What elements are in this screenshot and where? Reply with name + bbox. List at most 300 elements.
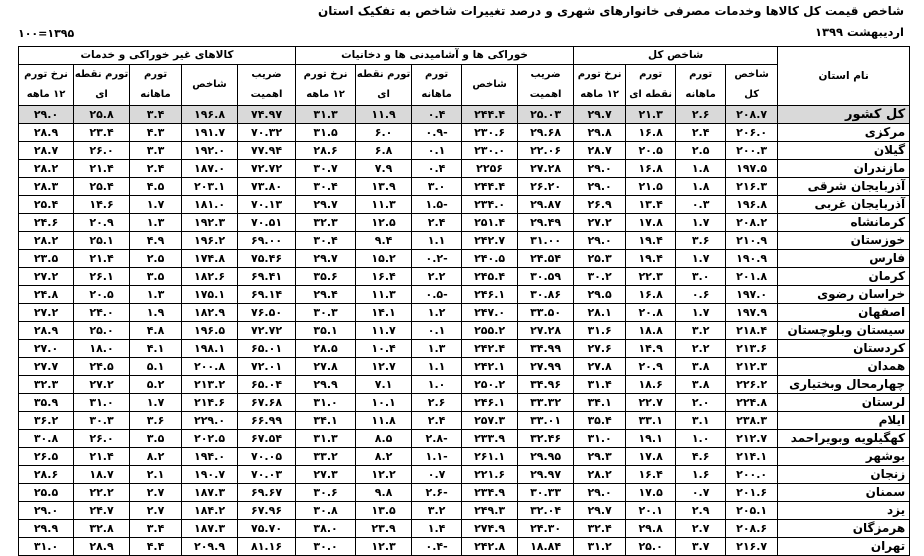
value-cell: ۲۱۰.۹ [726, 232, 778, 250]
value-cell: ۲۱۳.۲ [182, 376, 238, 394]
value-cell: ۱۷۴.۸ [182, 250, 238, 268]
value-cell: ۵.۱ [130, 358, 182, 376]
value-cell: ۱۹۴.۰ [182, 448, 238, 466]
province-name-cell: مازندران [778, 160, 910, 178]
value-cell: ۲۴.۶ [19, 214, 74, 232]
header-food-annual: نرخ تورم ۱۲ ماهه [296, 65, 356, 106]
value-cell: ۱۶.۸ [626, 124, 676, 142]
value-cell: ۲۸.۱ [574, 304, 626, 322]
value-cell: ۶۹.۰۰ [238, 232, 296, 250]
header-nonfood-monthly: تورم ماهانه [130, 65, 182, 106]
value-cell: -۰.۹ [412, 124, 462, 142]
value-cell: ۲.۶ [676, 106, 726, 124]
table-row [19, 394, 910, 412]
value-cell: ۳۱.۰ [574, 430, 626, 448]
value-cell: -۰.۵ [412, 286, 462, 304]
value-cell: ۲۹.۹۷ [518, 466, 574, 484]
value-cell: ۲۹.۷ [574, 106, 626, 124]
value-cell: ۳۱.۰ [296, 394, 356, 412]
province-name-cell: ایلام [778, 412, 910, 430]
value-cell: ۱۳.۴ [626, 196, 676, 214]
value-cell: ۱۷۵.۱ [182, 286, 238, 304]
table-row [19, 448, 910, 466]
value-cell: ۳۸.۰ [296, 520, 356, 538]
value-cell: ۲۱۳.۶ [726, 340, 778, 358]
value-cell: ۱۰.۱ [356, 394, 412, 412]
value-cell: ۱.۰ [412, 376, 462, 394]
header-group-food: خوراکی ها و آشامیدنی ها و دخانیات [296, 47, 574, 65]
value-cell: ۲۲۴.۸ [726, 394, 778, 412]
value-cell: ۲۷.۹۹ [518, 358, 574, 376]
value-cell: ۲۹.۰ [19, 106, 74, 124]
value-cell: ۱۶.۸ [626, 286, 676, 304]
value-cell: ۳۵.۴ [574, 412, 626, 430]
value-cell: ۱۹۷.۰ [726, 286, 778, 304]
value-cell: ۳۲.۳ [296, 214, 356, 232]
value-cell: ۲۳۰.۰ [462, 142, 518, 160]
value-cell: ۱.۸ [676, 178, 726, 196]
value-cell: ۱۶.۸ [626, 160, 676, 178]
value-cell: ۱۲.۷ [356, 358, 412, 376]
value-cell: ۱۹۶.۲ [182, 232, 238, 250]
value-cell: ۱۹۷.۵ [726, 160, 778, 178]
province-name-cell: آذربایجان شرقی [778, 178, 910, 196]
value-cell: ۷۰.۱۳ [238, 196, 296, 214]
value-cell: ۲۷.۲۸ [518, 322, 574, 340]
value-cell: ۳۴.۹۹ [518, 340, 574, 358]
header-nonfood-pointwise: تورم نقطه ای [74, 65, 130, 106]
table-row [19, 268, 910, 286]
value-cell: ۲.۴ [412, 214, 462, 232]
table-row [19, 232, 910, 250]
value-cell: ۸.۲ [130, 448, 182, 466]
value-cell: ۲۰۳.۱ [182, 178, 238, 196]
value-cell: ۲۸.۲ [19, 160, 74, 178]
value-cell: ۱۶.۴ [356, 268, 412, 286]
value-cell: ۲۲.۳ [626, 268, 676, 286]
value-cell: ۲۸.۹ [19, 124, 74, 142]
value-cell: ۴.۶ [676, 448, 726, 466]
value-cell: ۲۴.۵ [74, 358, 130, 376]
value-cell: ۲۷.۲ [19, 304, 74, 322]
value-cell: ۳۱.۰ [19, 538, 74, 556]
value-cell: ۲۵.۴ [74, 178, 130, 196]
table-row [19, 430, 910, 448]
table-row [19, 196, 910, 214]
value-cell: ۱.۱ [412, 358, 462, 376]
value-cell: ۲۹.۰ [574, 178, 626, 196]
value-cell: ۳۰.۳۳ [518, 484, 574, 502]
value-cell: ۱۸۷.۳ [182, 520, 238, 538]
value-cell: ۱۱.۷ [356, 322, 412, 340]
value-cell: ۱.۱ [412, 232, 462, 250]
value-cell: ۱.۰ [676, 430, 726, 448]
value-cell: ۳.۵ [130, 268, 182, 286]
value-cell: ۳۳.۱ [626, 412, 676, 430]
value-cell: ۱۸.۰ [74, 340, 130, 358]
value-cell: ۲۹.۹۵ [518, 448, 574, 466]
value-cell: ۲۶.۰ [74, 430, 130, 448]
value-cell: ۵.۲ [130, 376, 182, 394]
value-cell: ۷۵.۴۶ [238, 250, 296, 268]
value-cell: ۱۷.۸ [626, 214, 676, 232]
value-cell: ۳۰.۲ [574, 268, 626, 286]
value-cell: ۲۵۱.۴ [462, 214, 518, 232]
table-row [19, 412, 910, 430]
value-cell: ۲۷.۲ [19, 268, 74, 286]
value-cell: ۲۲.۰۶ [518, 142, 574, 160]
value-cell: ۳.۸ [676, 358, 726, 376]
value-cell: ۲۴.۸ [19, 286, 74, 304]
value-cell: ۱۸۴.۲ [182, 502, 238, 520]
value-cell: ۰.۷ [676, 484, 726, 502]
value-cell: ۱.۲ [412, 304, 462, 322]
value-cell: ۲۴۴.۴ [462, 178, 518, 196]
value-cell: ۷.۹ [356, 160, 412, 178]
value-cell: ۲۳.۵ [19, 250, 74, 268]
value-cell: ۳۰.۶ [296, 484, 356, 502]
value-cell: ۲۴۴.۴ [462, 106, 518, 124]
value-cell: ۲۸.۷ [574, 142, 626, 160]
value-cell: ۲۰.۱ [626, 502, 676, 520]
value-cell: ۷۰.۵۱ [238, 214, 296, 232]
province-cpi-table [18, 46, 910, 556]
value-cell: ۱۱.۳ [356, 196, 412, 214]
province-name-cell: چهارمحال وبختیاری [778, 376, 910, 394]
value-cell: ۳۰.۸ [19, 430, 74, 448]
value-cell: ۳.۶ [676, 232, 726, 250]
value-cell: ۶۷.۵۴ [238, 430, 296, 448]
value-cell: ۲۱.۵ [626, 178, 676, 196]
value-cell: ۳۱.۰ [74, 394, 130, 412]
value-cell: ۲۹.۰ [19, 502, 74, 520]
value-cell: ۱۸.۸ [626, 322, 676, 340]
value-cell: ۲۰۸.۲ [726, 214, 778, 232]
value-cell: ۲.۷ [130, 502, 182, 520]
value-cell: ۲۱۲.۷ [726, 430, 778, 448]
table-row [19, 322, 910, 340]
value-cell: ۱۸۲.۹ [182, 304, 238, 322]
value-cell: ۱۹۲.۳ [182, 214, 238, 232]
value-cell: ۲۱۴.۶ [182, 394, 238, 412]
table-row [19, 124, 910, 142]
value-cell: ۲۹.۹ [296, 376, 356, 394]
value-cell: ۳۱.۳ [296, 430, 356, 448]
value-cell: ۷۲.۷۲ [238, 160, 296, 178]
value-cell: ۷.۱ [356, 376, 412, 394]
value-cell: ۲۸.۶ [296, 142, 356, 160]
value-cell: ۲.۷ [130, 484, 182, 502]
table-row [19, 520, 910, 538]
table-row [19, 304, 910, 322]
province-name-cell: یزد [778, 502, 910, 520]
value-cell: ۰.۱ [412, 142, 462, 160]
value-cell: ۲۲۹.۰ [182, 412, 238, 430]
report-period: اردیبهشت ۱۳۹۹ [814, 25, 904, 39]
value-cell: ۲۳۰.۶ [462, 124, 518, 142]
value-cell: ۶۷.۹۶ [238, 502, 296, 520]
value-cell: ۲۵.۱ [74, 232, 130, 250]
value-cell: ۱۹۶.۸ [726, 196, 778, 214]
value-cell: ۲۰.۵ [626, 142, 676, 160]
value-cell: ۰.۴ [412, 160, 462, 178]
value-cell: ۴.۸ [130, 322, 182, 340]
value-cell: ۲۲۵۶ [462, 160, 518, 178]
value-cell: ۱۹۰.۹ [726, 250, 778, 268]
value-cell: ۲.۶ [412, 394, 462, 412]
value-cell: ۲۹.۴ [296, 286, 356, 304]
value-cell: ۲.۴ [130, 160, 182, 178]
value-cell: ۲۸.۲ [574, 466, 626, 484]
value-cell: ۲۰۹.۹ [182, 538, 238, 556]
value-cell: ۲۹.۴۹ [518, 214, 574, 232]
header-food-monthly: تورم ماهانه [412, 65, 462, 106]
value-cell: ۲۵.۳ [574, 250, 626, 268]
value-cell: ۳.۱ [676, 412, 726, 430]
province-name-cell: کل کشور [778, 106, 910, 124]
header-total-pointwise: تورم نقطه ای [626, 65, 676, 106]
value-cell: ۲.۴ [412, 412, 462, 430]
value-cell: ۳۳.۰۱ [518, 412, 574, 430]
value-cell: ۱۸.۶ [626, 376, 676, 394]
value-cell: ۱۸۷.۰ [182, 160, 238, 178]
value-cell: ۱۹.۱ [626, 430, 676, 448]
value-cell: ۱.۹ [130, 304, 182, 322]
value-cell: ۲۵.۰ [74, 322, 130, 340]
value-cell: ۲۱۴.۱ [726, 448, 778, 466]
value-cell: ۱۳.۹ [356, 178, 412, 196]
value-cell: ۲۴۲.۷ [462, 232, 518, 250]
value-cell: ۱۱.۹ [356, 106, 412, 124]
value-cell: -۰.۲ [412, 250, 462, 268]
base-year-note: ۱۰۰=۱۳۹۵ [18, 27, 75, 40]
value-cell: ۲۸.۵ [296, 340, 356, 358]
value-cell: ۱۴.۱ [356, 304, 412, 322]
value-cell: ۲۶.۱ [74, 268, 130, 286]
value-cell: ۳۳.۵۰ [518, 304, 574, 322]
table-row [19, 340, 910, 358]
value-cell: ۰.۷ [412, 466, 462, 484]
value-cell: ۲۰.۸ [626, 304, 676, 322]
value-cell: ۳۲.۴۶ [518, 430, 574, 448]
value-cell: ۶.۰ [356, 124, 412, 142]
value-cell: ۴.۱ [130, 340, 182, 358]
value-cell: ۲۷.۲۸ [518, 160, 574, 178]
value-cell: ۶۹.۶۷ [238, 484, 296, 502]
value-cell: ۲۱۶.۳ [726, 178, 778, 196]
value-cell: ۲۵۰.۲ [462, 376, 518, 394]
value-cell: ۳۵.۶ [296, 268, 356, 286]
value-cell: ۶۹.۴۱ [238, 268, 296, 286]
value-cell: ۱۹۸.۱ [182, 340, 238, 358]
value-cell: ۲۲.۷ [626, 394, 676, 412]
table-row [19, 466, 910, 484]
value-cell: ۷۲.۰۱ [238, 358, 296, 376]
table-row [19, 484, 910, 502]
table-body [19, 106, 910, 556]
value-cell: ۳۱.۶ [574, 322, 626, 340]
value-cell: ۲.۷ [676, 520, 726, 538]
value-cell: ۳۴.۱ [574, 394, 626, 412]
table-row [19, 178, 910, 196]
value-cell: ۲۶.۹ [574, 196, 626, 214]
value-cell: ۲۰۱.۸ [726, 268, 778, 286]
value-cell: ۱.۳ [412, 340, 462, 358]
value-cell: ۲۲۱.۶ [462, 466, 518, 484]
value-cell: ۱.۷ [130, 394, 182, 412]
value-cell: ۲۴۶.۱ [462, 286, 518, 304]
value-cell: ۴.۹ [130, 232, 182, 250]
value-cell: ۱۹۰.۷ [182, 466, 238, 484]
value-cell: ۳۴.۹۶ [518, 376, 574, 394]
value-cell: ۲۲۶.۲ [726, 376, 778, 394]
value-cell: ۳.۴ [130, 106, 182, 124]
value-cell: ۳۰.۵۹ [518, 268, 574, 286]
value-cell: ۳.۲ [412, 502, 462, 520]
value-cell: -۱.۱ [412, 448, 462, 466]
value-cell: ۲۷.۶ [574, 340, 626, 358]
value-cell: ۲۴.۳۰ [518, 520, 574, 538]
value-cell: ۱۷.۵ [626, 484, 676, 502]
province-name-cell: آذربایجان غربی [778, 196, 910, 214]
value-cell: ۲۰۶.۰ [726, 124, 778, 142]
value-cell: ۲۹.۸ [574, 124, 626, 142]
value-cell: ۲۴۲.۴ [462, 340, 518, 358]
header-nonfood-annual: نرخ تورم ۱۲ ماهه [19, 65, 74, 106]
value-cell: ۹.۸ [356, 484, 412, 502]
value-cell: ۲۵.۰ [626, 538, 676, 556]
value-cell: ۲۹.۸۷ [518, 196, 574, 214]
value-cell: ۲۰۵.۱ [726, 502, 778, 520]
value-cell: ۱۹.۴ [626, 232, 676, 250]
value-cell: ۷۳.۸۰ [238, 178, 296, 196]
value-cell: ۳۱.۲ [574, 538, 626, 556]
value-cell: ۰.۳ [676, 196, 726, 214]
value-cell: ۲۰۱.۶ [726, 484, 778, 502]
province-name-cell: خراسان رضوی [778, 286, 910, 304]
value-cell: ۳.۷ [676, 538, 726, 556]
value-cell: ۲.۵ [676, 142, 726, 160]
value-cell: -۰.۴ [412, 538, 462, 556]
value-cell: -۲.۸ [412, 430, 462, 448]
value-cell: ۲۰۲.۵ [182, 430, 238, 448]
table-row [19, 142, 910, 160]
value-cell: ۷۵.۷۰ [238, 520, 296, 538]
header-group-total: شاخص کل [574, 47, 778, 65]
header-total-annual: نرخ تورم ۱۲ ماهه [574, 65, 626, 106]
value-cell: ۱.۳ [130, 214, 182, 232]
value-cell: ۲۱۸.۴ [726, 322, 778, 340]
value-cell: ۸.۵ [356, 430, 412, 448]
value-cell: ۲۸.۷ [19, 142, 74, 160]
value-cell: ۲۸.۹ [74, 538, 130, 556]
header-food-pointwise: تورم نقطه ای [356, 65, 412, 106]
value-cell: ۲۴۶.۱ [462, 394, 518, 412]
value-cell: ۲۹.۷ [574, 502, 626, 520]
value-cell: ۲۹.۰ [574, 232, 626, 250]
value-cell: ۱۱.۳ [356, 286, 412, 304]
value-cell: ۲۴۲.۱ [462, 358, 518, 376]
value-cell: ۳۲.۴ [574, 520, 626, 538]
value-cell: ۷۰.۰۳ [238, 466, 296, 484]
value-cell: ۱.۷ [130, 196, 182, 214]
value-cell: ۱۹۱.۷ [182, 124, 238, 142]
value-cell: ۲۰۸.۷ [726, 106, 778, 124]
value-cell: ۳۰.۳ [74, 412, 130, 430]
province-name-cell: تهران [778, 538, 910, 556]
value-cell: ۲۳۸.۳ [726, 412, 778, 430]
value-cell: ۴.۵ [130, 178, 182, 196]
header-nonfood-index: شاخص [182, 65, 238, 106]
value-cell: ۷۷.۹۴ [238, 142, 296, 160]
value-cell: ۳۰.۴ [296, 232, 356, 250]
value-cell: ۲۷.۲ [574, 214, 626, 232]
header-total-monthly: تورم ماهانه [676, 65, 726, 106]
value-cell: ۱.۷ [676, 304, 726, 322]
value-cell: ۲۴۲.۸ [462, 538, 518, 556]
value-cell: ۲۰۰.۳ [726, 142, 778, 160]
value-cell: ۱.۶ [676, 466, 726, 484]
value-cell: ۱۳.۵ [356, 502, 412, 520]
value-cell: ۲۷.۲ [74, 376, 130, 394]
value-cell: ۳۵.۱ [296, 322, 356, 340]
value-cell: ۶۷.۶۸ [238, 394, 296, 412]
value-cell: ۳۶.۲ [19, 412, 74, 430]
value-cell: ۲۹.۶۸ [518, 124, 574, 142]
value-cell: ۲۹.۰ [574, 160, 626, 178]
header-province: نام استان [778, 47, 910, 106]
value-cell: ۷۲.۷۲ [238, 322, 296, 340]
value-cell: ۶.۸ [356, 142, 412, 160]
value-cell: ۲۵.۸ [74, 106, 130, 124]
value-cell: ۲۳.۴ [74, 124, 130, 142]
value-cell: ۱.۷ [676, 214, 726, 232]
province-name-cell: همدان [778, 358, 910, 376]
value-cell: -۲.۶ [412, 484, 462, 502]
value-cell: ۳.۵ [130, 430, 182, 448]
value-cell: ۲۴۷.۰ [462, 304, 518, 322]
province-name-cell: بوشهر [778, 448, 910, 466]
value-cell: ۲۹.۸ [626, 520, 676, 538]
value-cell: ۲۰۰.۸ [182, 358, 238, 376]
value-cell: ۳۲.۳ [19, 376, 74, 394]
value-cell: ۱۲.۵ [356, 214, 412, 232]
value-cell: ۴.۴ [130, 538, 182, 556]
value-cell: ۲۷.۳ [296, 466, 356, 484]
header-total-index: شاخص کل [726, 65, 778, 106]
value-cell: ۳۰.۷ [296, 160, 356, 178]
report-title: شاخص قیمت کل کالاها وخدمات مصرفی خانوارهای شهری و درصد تغییرات شاخص به تفکیک استان [318, 4, 904, 18]
value-cell: ۱.۴ [412, 520, 462, 538]
value-cell: ۲۷۴.۹ [462, 520, 518, 538]
value-cell: ۳۱.۵ [296, 124, 356, 142]
value-cell: ۳۰.۳ [296, 304, 356, 322]
table-row [19, 358, 910, 376]
value-cell: ۷۶.۵۰ [238, 304, 296, 322]
province-name-cell: اصفهان [778, 304, 910, 322]
value-cell: ۳.۴ [130, 520, 182, 538]
value-cell: ۲۴۹.۳ [462, 502, 518, 520]
value-cell: ۱۴.۹ [626, 340, 676, 358]
value-cell: ۱۹۶.۵ [182, 322, 238, 340]
value-cell: ۲.۵ [130, 250, 182, 268]
value-cell: ۱۶.۴ [626, 466, 676, 484]
value-cell: ۳۲.۰۴ [518, 502, 574, 520]
value-cell: ۱۸.۷ [74, 466, 130, 484]
value-cell: ۱.۸ [676, 160, 726, 178]
value-cell: ۲.۲ [412, 268, 462, 286]
value-cell: ۳۱.۰۰ [518, 232, 574, 250]
